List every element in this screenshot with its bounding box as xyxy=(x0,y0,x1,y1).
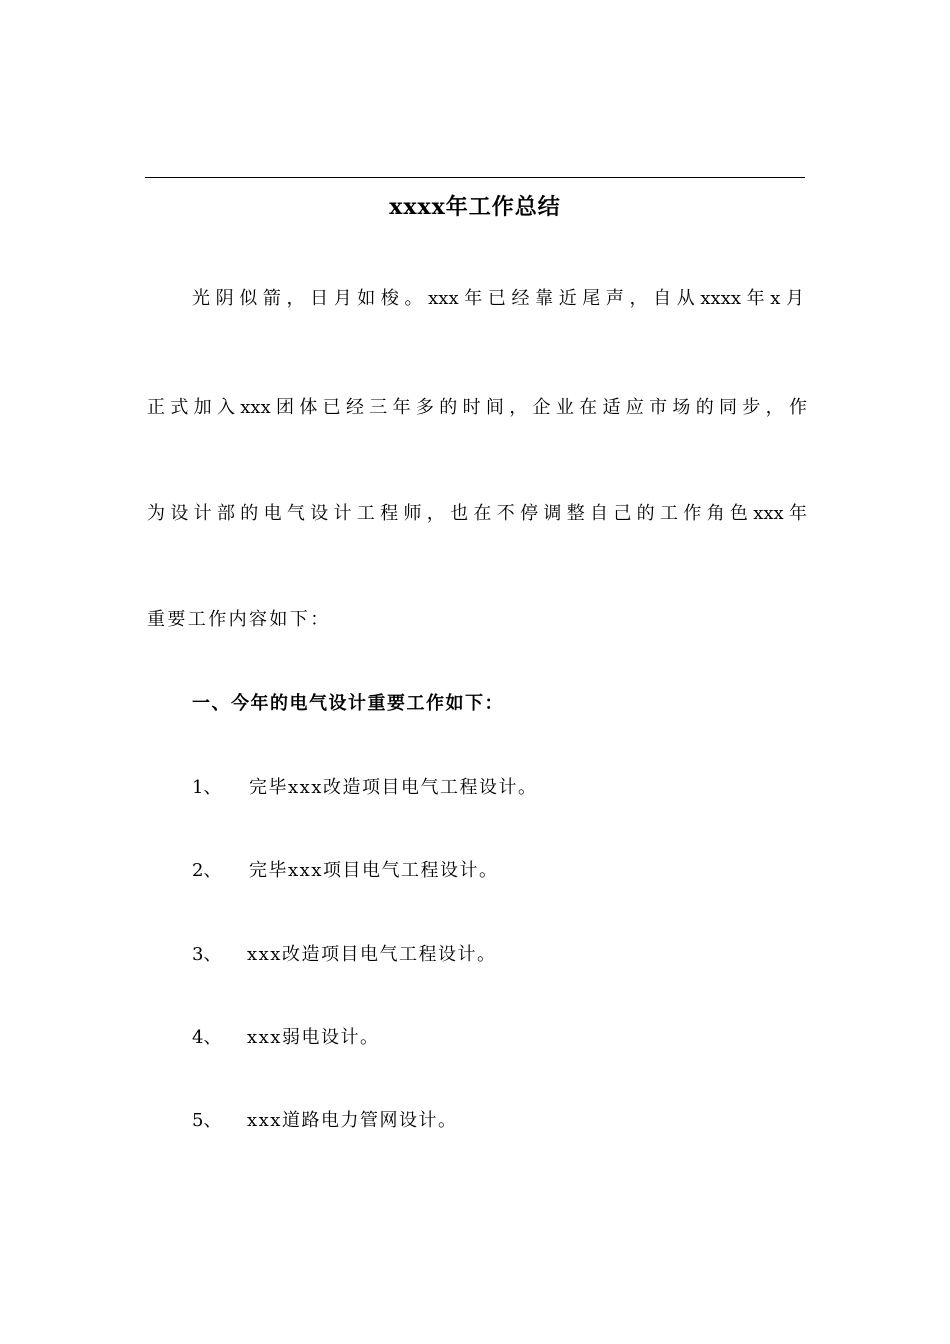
list-item-text: xxx弱电设计。 xyxy=(247,1027,380,1048)
list-item-text: xxx道路电力管网设计。 xyxy=(247,1110,458,1131)
intro-line-1: 光阴似箭，日月如梭。xxx年已经靠近尾声，自从xxxx年x月 xyxy=(192,288,804,309)
list-item xyxy=(192,775,792,801)
list-item-number: 4、 xyxy=(192,1027,222,1048)
list-item xyxy=(192,858,792,884)
list-item-text: xxx改造项目电气工程设计。 xyxy=(247,944,497,965)
document-title: xxxx年工作总结 xyxy=(389,194,561,220)
intro-line-4: 重要工作内容如下： xyxy=(147,609,331,630)
list-item-number: 3、 xyxy=(192,944,222,965)
list-item xyxy=(192,1108,792,1134)
list-item-number: 2、 xyxy=(192,860,222,881)
list-item-text: 完毕xxx改造项目电气工程设计。 xyxy=(249,777,538,798)
list-item-number: 5、 xyxy=(192,1110,222,1131)
list-item-text: 完毕xxx项目电气工程设计。 xyxy=(249,860,499,881)
section-heading: 一、今年的电气设计重要工作如下： xyxy=(192,693,504,714)
intro-line-3: 为设计部的电气设计工程师，也在不停调整自己的工作角色xxx年 xyxy=(147,503,807,524)
list-item-number: 1、 xyxy=(192,777,222,798)
intro-line-2: 正式加入xxx团体已经三年多的时间，企业在适应市场的同步，作 xyxy=(147,397,807,418)
list-item xyxy=(192,942,792,968)
list-item xyxy=(192,1025,792,1051)
header-rule xyxy=(145,177,805,178)
